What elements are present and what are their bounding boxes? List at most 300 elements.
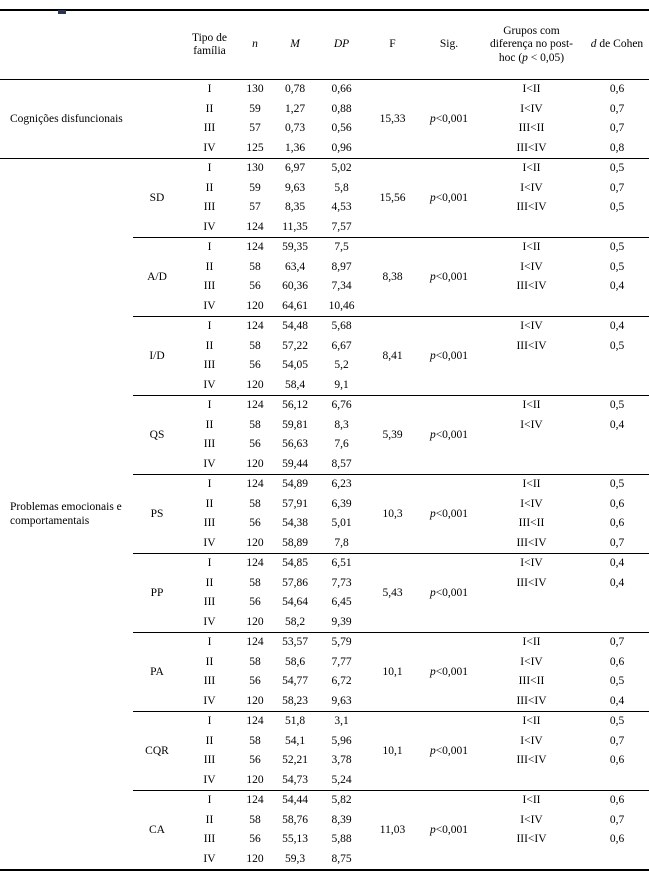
sd-cell: 0,88 — [331, 102, 352, 115]
family-type-cell: IV — [203, 773, 216, 786]
cohen-d-cell — [585, 455, 649, 475]
table-body — [0, 80, 649, 871]
posthoc-groups-cell — [478, 297, 585, 317]
n-cell: 124 — [238, 475, 272, 495]
n-cell: 120 — [246, 694, 264, 707]
cohen-d-cell: 0,6 — [609, 517, 625, 530]
sig-cell: p<0,001 — [420, 475, 478, 554]
sd-cell: 5,24 — [331, 773, 352, 786]
posthoc-groups-cell: I<II — [478, 633, 585, 653]
sd-cell: 7,77 — [331, 655, 352, 668]
mean-cell: 1,27 — [284, 102, 306, 115]
family-type-cell: I — [181, 712, 238, 732]
sd-cell: 7,34 — [331, 280, 352, 293]
n-cell: 58 — [249, 813, 261, 826]
family-type-cell: III — [203, 833, 216, 846]
table-header — [0, 10, 649, 80]
cohen-d-cell — [585, 297, 649, 317]
mean-cell: 58,89 — [282, 536, 308, 549]
sd-cell: 5,96 — [331, 734, 352, 747]
subscale-label: CA — [133, 791, 181, 871]
sd-cell: 5,8 — [334, 181, 349, 194]
sd-cell: 3,78 — [331, 754, 352, 767]
n-cell: 58 — [249, 497, 261, 510]
family-type-cell: III — [203, 122, 216, 135]
posthoc-groups-cell: I<IV — [478, 317, 585, 337]
posthoc-groups-cell — [478, 218, 585, 238]
posthoc-groups-cell — [478, 593, 585, 613]
mean-cell: 57,86 — [282, 576, 308, 589]
family-type-cell: III — [203, 201, 216, 214]
col-header-cohen-d: d — [590, 38, 597, 51]
n-cell: 120 — [246, 457, 264, 470]
n-cell: 120 — [246, 536, 264, 549]
mean-cell: 54,05 — [282, 359, 308, 372]
cohen-d-cell — [585, 613, 649, 633]
mean-cell: 58,6 — [284, 655, 306, 668]
domain-label: Cognições disfuncionais — [10, 113, 123, 125]
mean-cell: 53,57 — [272, 633, 318, 653]
sd-cell: 9,63 — [331, 694, 352, 707]
mean-cell: 8,35 — [284, 201, 306, 214]
col-header-cohen-rest: de Cohen — [596, 38, 644, 51]
mean-cell: 55,13 — [282, 833, 308, 846]
cohen-d-cell: 0,6 — [609, 497, 625, 510]
sd-cell: 6,51 — [318, 554, 365, 574]
posthoc-groups-cell: I<IV — [520, 181, 543, 194]
mean-cell: 0,78 — [284, 83, 306, 96]
n-cell: 124 — [238, 238, 272, 258]
mean-cell: 59,81 — [282, 418, 308, 431]
cohen-d-cell: 0,6 — [609, 833, 625, 846]
family-type-cell: II — [205, 497, 214, 510]
mean-cell: 54,77 — [282, 675, 308, 688]
family-type-cell: III — [203, 359, 216, 372]
mean-cell: 6,97 — [272, 159, 318, 179]
family-type-cell: I — [181, 317, 238, 337]
n-cell: 56 — [249, 280, 261, 293]
family-type-cell: II — [205, 655, 214, 668]
sd-cell: 7,8 — [334, 536, 349, 549]
mean-cell: 57,22 — [282, 339, 308, 352]
posthoc-groups-cell: I<IV — [520, 260, 543, 273]
n-cell: 130 — [246, 83, 264, 96]
posthoc-groups-cell: I<IV — [520, 734, 543, 747]
col-header-posthoc-pre: Grupos com diferença no post-hoc ( — [489, 24, 574, 64]
mean-cell: 54,64 — [282, 596, 308, 609]
sig-p-symbol: p — [429, 112, 436, 125]
posthoc-groups-cell: III<IV — [516, 536, 547, 549]
family-type-cell: II — [205, 181, 214, 194]
sd-cell: 6,39 — [331, 497, 352, 510]
cohen-d-cell: 0,8 — [609, 141, 625, 154]
cohen-d-cell: 0,7 — [609, 536, 625, 549]
sd-cell: 0,66 — [331, 83, 352, 96]
n-cell: 120 — [246, 615, 264, 628]
cohen-d-cell: 0,5 — [585, 159, 649, 179]
n-cell: 59 — [249, 102, 261, 115]
n-cell: 120 — [246, 773, 264, 786]
cohen-d-cell: 0,5 — [585, 396, 649, 416]
col-header-family — [181, 10, 238, 80]
mean-cell: 60,36 — [282, 280, 308, 293]
col-header-sig — [420, 10, 478, 80]
posthoc-groups-cell — [478, 455, 585, 475]
posthoc-groups-cell: III<IV — [516, 339, 547, 352]
col-header-posthoc-post: < 0,05) — [527, 51, 565, 64]
sig-p-symbol: p — [429, 349, 436, 362]
posthoc-groups-cell — [478, 771, 585, 791]
n-cell: 56 — [249, 596, 261, 609]
n-cell: 124 — [238, 554, 272, 574]
cohen-d-cell: 0,7 — [609, 122, 625, 135]
sig-cell: p<0,001 — [429, 112, 469, 125]
posthoc-groups-cell — [478, 435, 585, 455]
cohen-d-cell: 0,5 — [585, 475, 649, 495]
col-header-dp-label: DP — [333, 38, 350, 51]
mean-cell: 58,4 — [284, 378, 306, 391]
f-cell: 8,41 — [365, 317, 420, 396]
cohen-d-cell: 0,7 — [609, 181, 625, 194]
family-type-cell: III — [203, 438, 216, 451]
mean-cell: 51,8 — [272, 712, 318, 732]
sd-cell: 8,97 — [331, 260, 352, 273]
sd-cell: 5,82 — [318, 791, 365, 811]
posthoc-groups-cell: I<IV — [520, 497, 543, 510]
sd-cell: 5,02 — [318, 159, 365, 179]
family-type-cell: IV — [203, 299, 216, 312]
n-cell: 58 — [249, 418, 261, 431]
subscale-label: CQR — [133, 712, 181, 791]
n-cell: 124 — [238, 317, 272, 337]
n-cell: 56 — [249, 517, 261, 530]
family-type-cell: II — [205, 813, 214, 826]
subscale-label: QS — [133, 396, 181, 475]
sd-cell: 10,46 — [328, 299, 355, 312]
col-header-posthoc — [478, 10, 585, 80]
sd-cell: 7,57 — [331, 220, 352, 233]
sig-p-symbol: p — [429, 191, 436, 204]
sig-cell: p<0,001 — [420, 633, 478, 712]
col-header-m — [272, 10, 318, 80]
family-type-cell: IV — [203, 536, 216, 549]
col-header-f — [365, 10, 420, 80]
mean-cell: 57,91 — [282, 497, 308, 510]
clipped-text-fragment — [58, 10, 66, 14]
sig-cell: p<0,001 — [420, 791, 478, 871]
posthoc-groups-cell: III<IV — [516, 141, 547, 154]
posthoc-groups-cell: III<II — [518, 675, 545, 688]
posthoc-groups-cell: I<IV — [520, 813, 543, 826]
f-cell: 5,43 — [365, 554, 420, 633]
subscale-label: PS — [133, 475, 181, 554]
domain-label: Problemas emocionais e comportamentais — [0, 159, 133, 871]
sd-cell: 5,68 — [318, 317, 365, 337]
sig-p-symbol: p — [429, 586, 436, 599]
mean-cell: 58,76 — [282, 813, 308, 826]
cohen-d-cell: 0,5 — [585, 238, 649, 258]
cohen-d-cell: 0,4 — [609, 694, 625, 707]
mean-cell: 0,73 — [284, 122, 306, 135]
sig-cell: p<0,001 — [420, 396, 478, 475]
mean-cell: 58,2 — [284, 615, 306, 628]
cohen-d-cell: 0,4 — [609, 576, 625, 589]
col-header-f-label: F — [389, 38, 396, 51]
subscale-label: PA — [133, 633, 181, 712]
family-type-cell: II — [205, 102, 214, 115]
n-cell: 56 — [249, 438, 261, 451]
cohen-d-cell: 0,4 — [609, 280, 625, 293]
posthoc-groups-cell: I<II — [478, 396, 585, 416]
cohen-d-cell: 0,7 — [609, 813, 625, 826]
cohen-d-cell — [585, 593, 649, 613]
posthoc-groups-cell — [478, 376, 585, 396]
mean-cell: 54,73 — [282, 773, 308, 786]
family-type-cell: IV — [203, 220, 216, 233]
mean-cell: 59,44 — [282, 457, 308, 470]
family-type-cell: II — [205, 734, 214, 747]
f-cell: 8,38 — [365, 238, 420, 317]
family-type-cell: IV — [203, 141, 216, 154]
cohen-d-cell — [585, 435, 649, 455]
sig-cell: p<0,001 — [420, 712, 478, 791]
family-type-cell: I — [181, 791, 238, 811]
sd-cell: 8,3 — [334, 418, 349, 431]
posthoc-groups-cell: I<II — [478, 712, 585, 732]
sd-cell: 7,6 — [334, 438, 349, 451]
sd-cell: 0,96 — [331, 141, 352, 154]
sig-cell: p<0,001 — [420, 159, 478, 238]
sd-cell: 5,79 — [318, 633, 365, 653]
sd-cell: 9,1 — [334, 378, 349, 391]
family-type-cell: I — [207, 83, 212, 96]
family-type-cell: IV — [203, 457, 216, 470]
cohen-d-cell: 0,5 — [609, 675, 625, 688]
n-cell: 130 — [238, 159, 272, 179]
sd-cell: 6,45 — [331, 596, 352, 609]
page-top-rule — [0, 9, 649, 10]
sd-cell: 5,2 — [334, 359, 349, 372]
n-cell: 57 — [249, 201, 261, 214]
n-cell: 120 — [246, 852, 264, 865]
sig-cell: p<0,001 — [420, 554, 478, 633]
col-header-posthoc-p: p — [522, 51, 528, 64]
cohen-d-cell: 0,5 — [609, 201, 625, 214]
family-type-cell: IV — [203, 615, 216, 628]
cohen-d-cell: 0,5 — [609, 260, 625, 273]
sig-p-symbol: p — [429, 428, 436, 441]
sig-cell: p<0,001 — [420, 317, 478, 396]
sd-cell: 6,23 — [318, 475, 365, 495]
family-type-cell: III — [203, 675, 216, 688]
posthoc-groups-cell: III<IV — [516, 576, 547, 589]
n-cell: 58 — [249, 734, 261, 747]
family-type-cell: II — [205, 418, 214, 431]
mean-cell: 54,48 — [272, 317, 318, 337]
n-cell: 58 — [249, 655, 261, 668]
posthoc-groups-cell: III<IV — [516, 694, 547, 707]
cohen-d-cell: 0,6 — [609, 655, 625, 668]
mean-cell: 1,36 — [284, 141, 306, 154]
family-type-cell: I — [181, 554, 238, 574]
family-type-cell: III — [203, 280, 216, 293]
sig-p-symbol: p — [429, 507, 436, 520]
col-header-family-label: Tipo de família — [191, 31, 228, 57]
posthoc-groups-cell: I<IV — [520, 102, 543, 115]
col-header-n — [238, 10, 272, 80]
sd-cell: 9,39 — [331, 615, 352, 628]
mean-cell: 59,3 — [284, 852, 306, 865]
n-cell: 58 — [249, 260, 261, 273]
posthoc-groups-cell: I<IV — [520, 655, 543, 668]
subscale-label: I/D — [133, 317, 181, 396]
family-type-cell: III — [203, 517, 216, 530]
family-type-cell: I — [181, 633, 238, 653]
sig-cell: p<0,001 — [420, 238, 478, 317]
n-cell: 56 — [249, 359, 261, 372]
posthoc-groups-cell: I<IV — [478, 554, 585, 574]
mean-cell: 54,89 — [272, 475, 318, 495]
cohen-d-cell: 0,7 — [585, 633, 649, 653]
family-type-cell: II — [205, 260, 214, 273]
header-empty-cell — [0, 10, 181, 80]
cohen-d-cell: 0,5 — [609, 339, 625, 352]
col-header-n-label: n — [252, 38, 258, 51]
n-cell: 56 — [249, 833, 261, 846]
sd-cell: 6,76 — [318, 396, 365, 416]
posthoc-groups-cell: I<II — [478, 238, 585, 258]
subscale-label: SD — [133, 159, 181, 238]
cohen-d-cell: 0,4 — [585, 317, 649, 337]
family-type-cell: I — [181, 396, 238, 416]
n-cell: 56 — [249, 754, 261, 767]
mean-cell: 59,35 — [272, 238, 318, 258]
posthoc-groups-cell: I<IV — [520, 418, 543, 431]
mean-cell: 9,63 — [284, 181, 306, 194]
anova-results-table — [0, 9, 649, 871]
col-header-cohen — [585, 10, 649, 80]
f-cell: 15,56 — [365, 159, 420, 238]
family-type-cell: IV — [203, 852, 216, 865]
family-type-cell: I — [181, 159, 238, 179]
table-row — [0, 159, 649, 179]
family-type-cell: I — [181, 475, 238, 495]
sig-p-symbol: p — [429, 823, 436, 836]
mean-cell: 64,61 — [282, 299, 308, 312]
sd-cell: 0,56 — [331, 122, 352, 135]
posthoc-groups-cell: I<II — [478, 475, 585, 495]
posthoc-groups-cell: III<II — [518, 122, 545, 135]
n-cell: 120 — [246, 299, 264, 312]
n-cell: 120 — [246, 378, 264, 391]
table-row — [0, 80, 649, 100]
mean-cell: 52,21 — [282, 754, 308, 767]
posthoc-groups-cell: III<IV — [516, 201, 547, 214]
col-header-dp — [318, 10, 365, 80]
header-row — [0, 10, 649, 80]
sd-cell: 8,39 — [331, 813, 352, 826]
f-cell: 10,3 — [365, 475, 420, 554]
n-cell: 124 — [238, 633, 272, 653]
sd-cell: 5,88 — [331, 833, 352, 846]
subscale-label: A/D — [133, 238, 181, 317]
n-cell: 124 — [238, 791, 272, 811]
n-cell: 58 — [249, 576, 261, 589]
mean-cell: 54,44 — [272, 791, 318, 811]
sig-p-symbol: p — [429, 665, 436, 678]
family-type-cell: I — [181, 238, 238, 258]
cohen-d-cell — [585, 356, 649, 376]
family-type-cell: II — [205, 339, 214, 352]
mean-cell: 54,1 — [284, 734, 306, 747]
posthoc-groups-cell: III<IV — [516, 754, 547, 767]
cohen-d-cell: 0,6 — [609, 83, 625, 96]
sd-cell: 6,72 — [331, 675, 352, 688]
n-cell: 59 — [249, 181, 261, 194]
n-cell: 58 — [249, 339, 261, 352]
mean-cell: 54,85 — [272, 554, 318, 574]
posthoc-groups-cell — [478, 356, 585, 376]
mean-cell: 63,4 — [284, 260, 306, 273]
cohen-d-cell — [585, 218, 649, 238]
mean-cell: 54,38 — [282, 517, 308, 530]
f-cell: 15,33 — [379, 112, 406, 125]
cohen-d-cell: 0,4 — [585, 554, 649, 574]
sd-cell: 3,1 — [318, 712, 365, 732]
mean-cell: 56,63 — [282, 438, 308, 451]
page — [0, 9, 649, 876]
f-cell: 5,39 — [365, 396, 420, 475]
cohen-d-cell: 0,4 — [609, 418, 625, 431]
posthoc-groups-cell: III<II — [518, 517, 545, 530]
posthoc-groups-cell: I<II — [478, 791, 585, 811]
mean-cell: 58,23 — [282, 694, 308, 707]
sd-cell: 4,53 — [331, 201, 352, 214]
sd-cell: 5,01 — [331, 517, 352, 530]
col-header-sig-label: Sig. — [439, 38, 459, 51]
sig-p-symbol: p — [429, 744, 436, 757]
cohen-d-cell: 0,6 — [609, 754, 625, 767]
cohen-d-cell: 0,6 — [585, 791, 649, 811]
sd-cell: 8,57 — [331, 457, 352, 470]
col-header-m-label: M — [290, 38, 300, 51]
sd-cell: 6,67 — [331, 339, 352, 352]
f-cell: 10,1 — [365, 633, 420, 712]
mean-cell: 11,35 — [282, 220, 308, 233]
cohen-d-cell: 0,7 — [609, 102, 625, 115]
sd-cell: 7,5 — [318, 238, 365, 258]
family-type-cell: III — [203, 754, 216, 767]
f-cell: 10,1 — [365, 712, 420, 791]
cohen-d-cell — [585, 771, 649, 791]
family-type-cell: IV — [203, 378, 216, 391]
posthoc-groups-cell: I<II — [478, 159, 585, 179]
posthoc-groups-cell — [478, 613, 585, 633]
cohen-d-cell: 0,5 — [585, 712, 649, 732]
cohen-d-cell — [585, 376, 649, 396]
sig-p-symbol: p — [429, 270, 436, 283]
n-cell: 124 — [238, 396, 272, 416]
n-cell: 125 — [246, 141, 264, 154]
posthoc-groups-cell: III<IV — [516, 280, 547, 293]
family-type-cell: III — [203, 596, 216, 609]
posthoc-groups-cell: III<IV — [516, 833, 547, 846]
family-type-cell: IV — [203, 694, 216, 707]
subscale-label: PP — [133, 554, 181, 633]
cohen-d-cell: 0,7 — [609, 734, 625, 747]
mean-cell: 56,12 — [272, 396, 318, 416]
sd-cell: 8,75 — [331, 852, 352, 865]
